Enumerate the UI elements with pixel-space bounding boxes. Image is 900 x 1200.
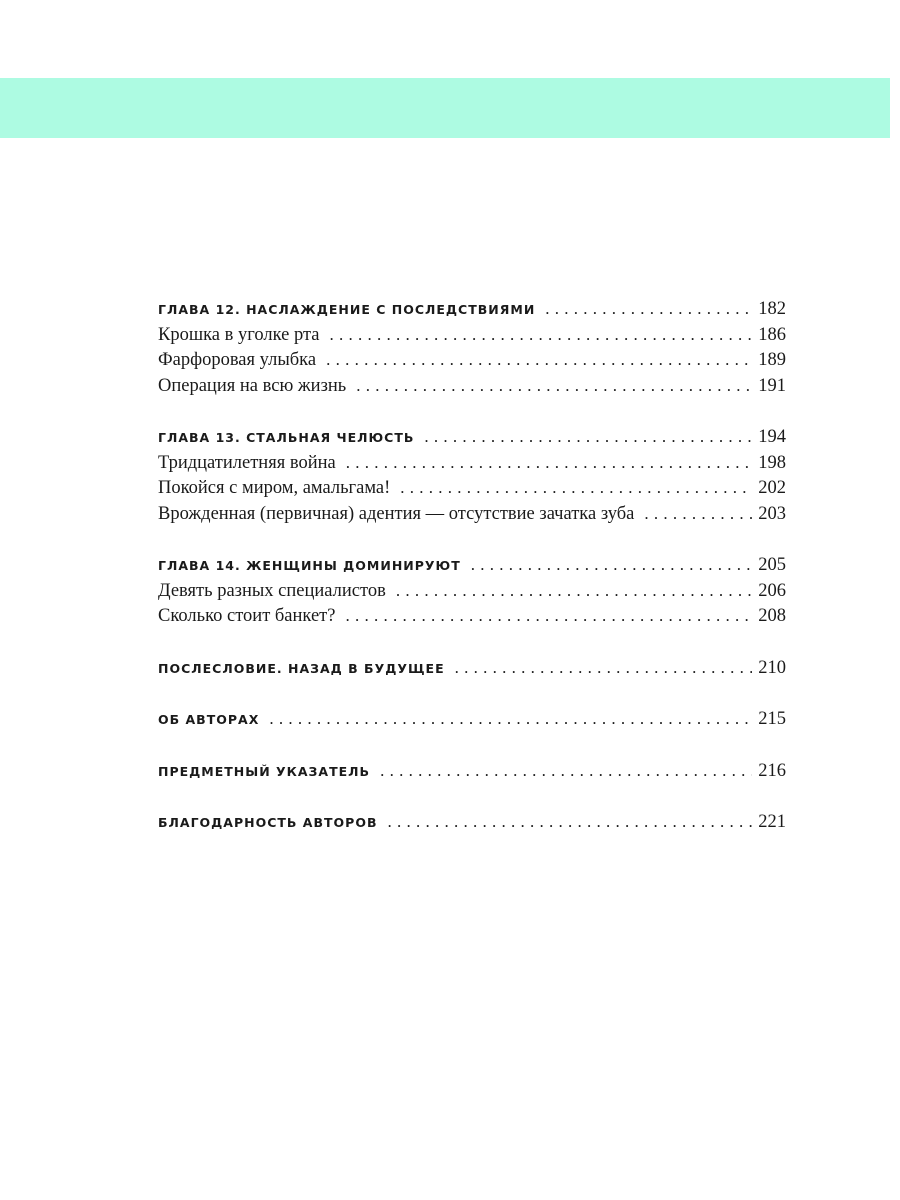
toc-leader-dots	[356, 373, 752, 399]
toc-page-number: 191	[758, 375, 786, 396]
toc-group-spacer	[158, 526, 786, 552]
toc-page-number: 182	[758, 299, 786, 319]
toc-group-index	[158, 758, 786, 784]
toc-chapter-row[interactable]	[158, 706, 786, 732]
toc-entry-title: Сколько стоит банкет?	[158, 606, 336, 626]
toc-leader-dots	[424, 424, 752, 450]
toc-page-number: 186	[758, 324, 786, 345]
toc-leader-dots	[400, 475, 752, 501]
toc-chapter-row[interactable]	[158, 758, 786, 784]
toc-group-about-authors	[158, 706, 786, 732]
toc-group-chapter-12	[158, 296, 786, 398]
toc-entry-row[interactable]	[158, 322, 786, 348]
toc-entry-title: Тридцатилетняя война	[158, 452, 336, 473]
toc-group-acknowledgements	[158, 809, 786, 835]
toc-group-afterword	[158, 655, 786, 681]
toc-chapter-title: ГЛАВА 13. СТАЛЬНАЯ ЧЕЛЮСТЬ	[158, 430, 415, 445]
table-of-contents	[158, 296, 786, 835]
toc-chapter-title: ОБ АВТОРАХ	[158, 712, 260, 727]
toc-chapter-title: ГЛАВА 12. НАСЛАЖДЕНИЕ С ПОСЛЕДСТВИЯМИ	[158, 302, 536, 317]
toc-page-number: 189	[758, 350, 786, 370]
toc-page-number: 205	[758, 555, 786, 575]
toc-group-spacer	[158, 398, 786, 424]
toc-group-chapter-13	[158, 424, 786, 526]
toc-page-number: 221	[758, 812, 786, 832]
toc-entry-row[interactable]	[158, 501, 786, 527]
toc-entry-row[interactable]	[158, 475, 786, 501]
toc-group-chapter-14	[158, 552, 786, 629]
toc-entry-title: Врожденная (первичная) адентия — отсутствие зачатка зуба	[158, 503, 635, 524]
toc-entry-title: Девять разных специалистов	[158, 580, 386, 601]
toc-page-number: 203	[758, 503, 786, 524]
toc-group-spacer	[158, 629, 786, 655]
toc-chapter-row[interactable]	[158, 655, 786, 681]
toc-page-number: 215	[758, 709, 786, 729]
toc-leader-dots	[330, 322, 753, 348]
toc-leader-dots	[471, 552, 753, 578]
toc-entry-title: Покойся с миром, амальгама!	[158, 478, 391, 498]
toc-leader-dots	[396, 578, 752, 604]
toc-group-spacer	[158, 783, 786, 809]
toc-entry-title: Фарфоровая улыбка	[158, 350, 317, 370]
toc-group-spacer	[158, 732, 786, 758]
toc-leader-dots	[387, 809, 752, 835]
toc-group-spacer	[158, 680, 786, 706]
toc-page-number: 210	[758, 657, 786, 678]
toc-leader-dots	[455, 655, 753, 681]
toc-page-number: 206	[758, 580, 786, 601]
toc-chapter-title: ПОСЛЕСЛОВИЕ. НАЗАД В БУДУЩЕЕ	[158, 660, 445, 676]
toc-leader-dots	[326, 347, 752, 373]
toc-page-number: 208	[758, 606, 786, 626]
toc-leader-dots	[380, 758, 752, 784]
toc-entry-row[interactable]	[158, 373, 786, 399]
toc-entry-title: Крошка в уголке рта	[158, 324, 320, 345]
toc-page-number: 198	[758, 452, 786, 473]
header-color-band	[0, 78, 890, 138]
toc-entry-row[interactable]	[158, 347, 786, 373]
toc-leader-dots	[346, 450, 753, 476]
toc-chapter-title: ГЛАВА 14. ЖЕНЩИНЫ ДОМИНИРУЮТ	[158, 558, 461, 573]
toc-chapter-row[interactable]	[158, 296, 786, 322]
toc-entry-row[interactable]	[158, 603, 786, 629]
toc-chapter-row[interactable]	[158, 809, 786, 835]
toc-leader-dots	[269, 706, 752, 732]
toc-page-number: 194	[758, 427, 786, 447]
toc-chapter-row[interactable]	[158, 552, 786, 578]
toc-leader-dots	[644, 501, 752, 527]
toc-entry-title: Операция на всю жизнь	[158, 375, 347, 396]
toc-page-number: 216	[758, 760, 786, 781]
toc-chapter-title: ПРЕДМЕТНЫЙ УКАЗАТЕЛЬ	[158, 763, 371, 779]
toc-entry-row[interactable]	[158, 450, 786, 476]
toc-page-number: 202	[758, 478, 786, 498]
toc-leader-dots	[545, 296, 752, 322]
toc-chapter-title: БЛАГОДАРНОСТЬ АВТОРОВ	[158, 815, 378, 830]
toc-entry-row[interactable]	[158, 578, 786, 604]
toc-leader-dots	[345, 603, 752, 629]
toc-chapter-row[interactable]	[158, 424, 786, 450]
